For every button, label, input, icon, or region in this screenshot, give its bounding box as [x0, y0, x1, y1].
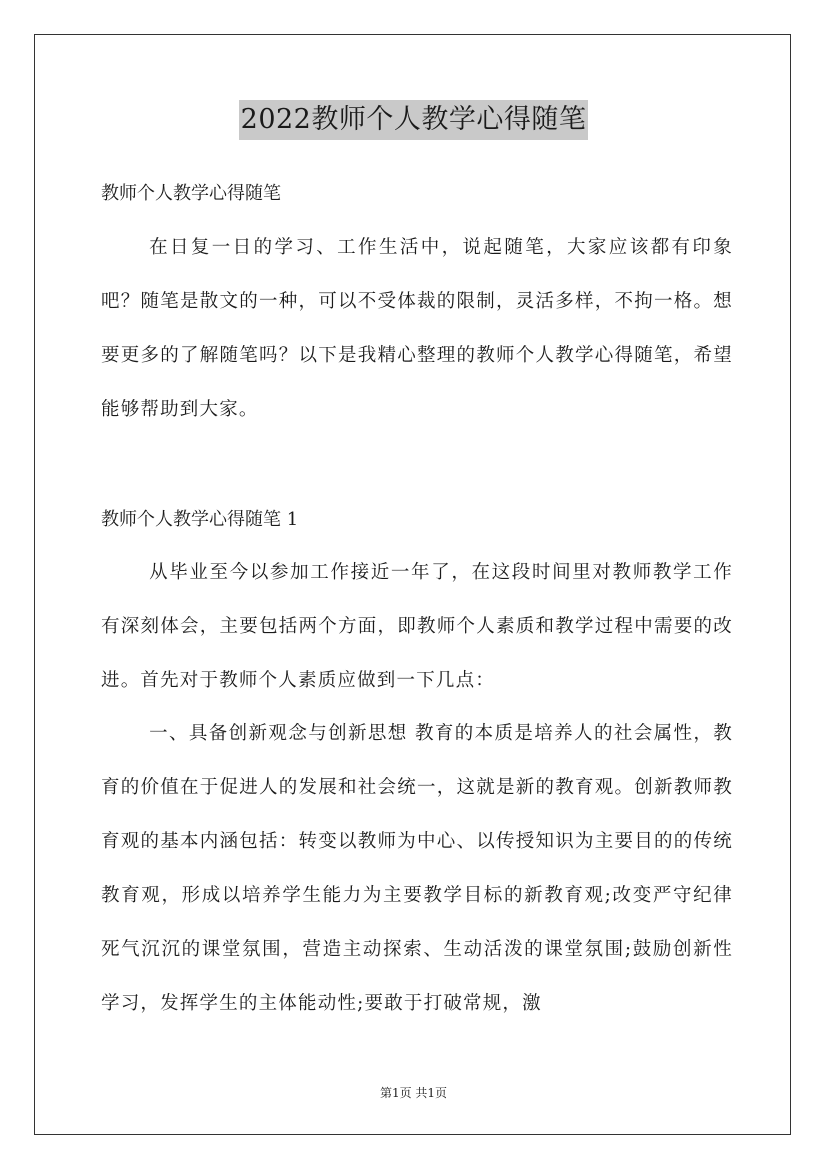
section-heading: 教师个人教学心得随笔 [101, 183, 281, 204]
document-title: 2022教师个人教学心得随笔 [239, 100, 589, 140]
body-paragraph-2: 一、具备创新观念与创新思想 教育的本质是培养人的社会属性，教育的价值在于促进人的发展和社会统一，这就是新的教育观。创新教师教育观的基本内涵包括：转变以教师为中心、以传授知识为主要目的的传统教育观，形成以培养学生能力为主要教学目标的新教育观;改变严守纪律死气沉沉的课堂氛围，营造主动探索、生动活泼的课堂氛围;鼓励创新性学习，发挥学生的主体能动性;要敢于打破常规，激 [101, 723, 733, 1014]
section-heading-1: 教师个人教学心得随笔 1 [101, 509, 299, 530]
page-footer: 第1页 共1页 [379, 1086, 448, 1100]
body-paragraph-1: 从毕业至今以参加工作接近一年了，在这段时间里对教师教学工作有深刻体会，主要包括两个方面，即教师个人素质和教学过程中需要的改进。首先对于教师个人素质应做到一下几点： [101, 562, 733, 691]
intro-paragraph: 在日复一日的学习、工作生活中，说起随笔，大家应该都有印象吧？随笔是散文的一种，可以不受体裁的限制，灵活多样，不拘一格。想要更多的了解随笔吗？以下是我精心整理的教师个人教学心得随笔，希望能够帮助到大家。 [101, 237, 733, 420]
title-container [0, 100, 827, 140]
